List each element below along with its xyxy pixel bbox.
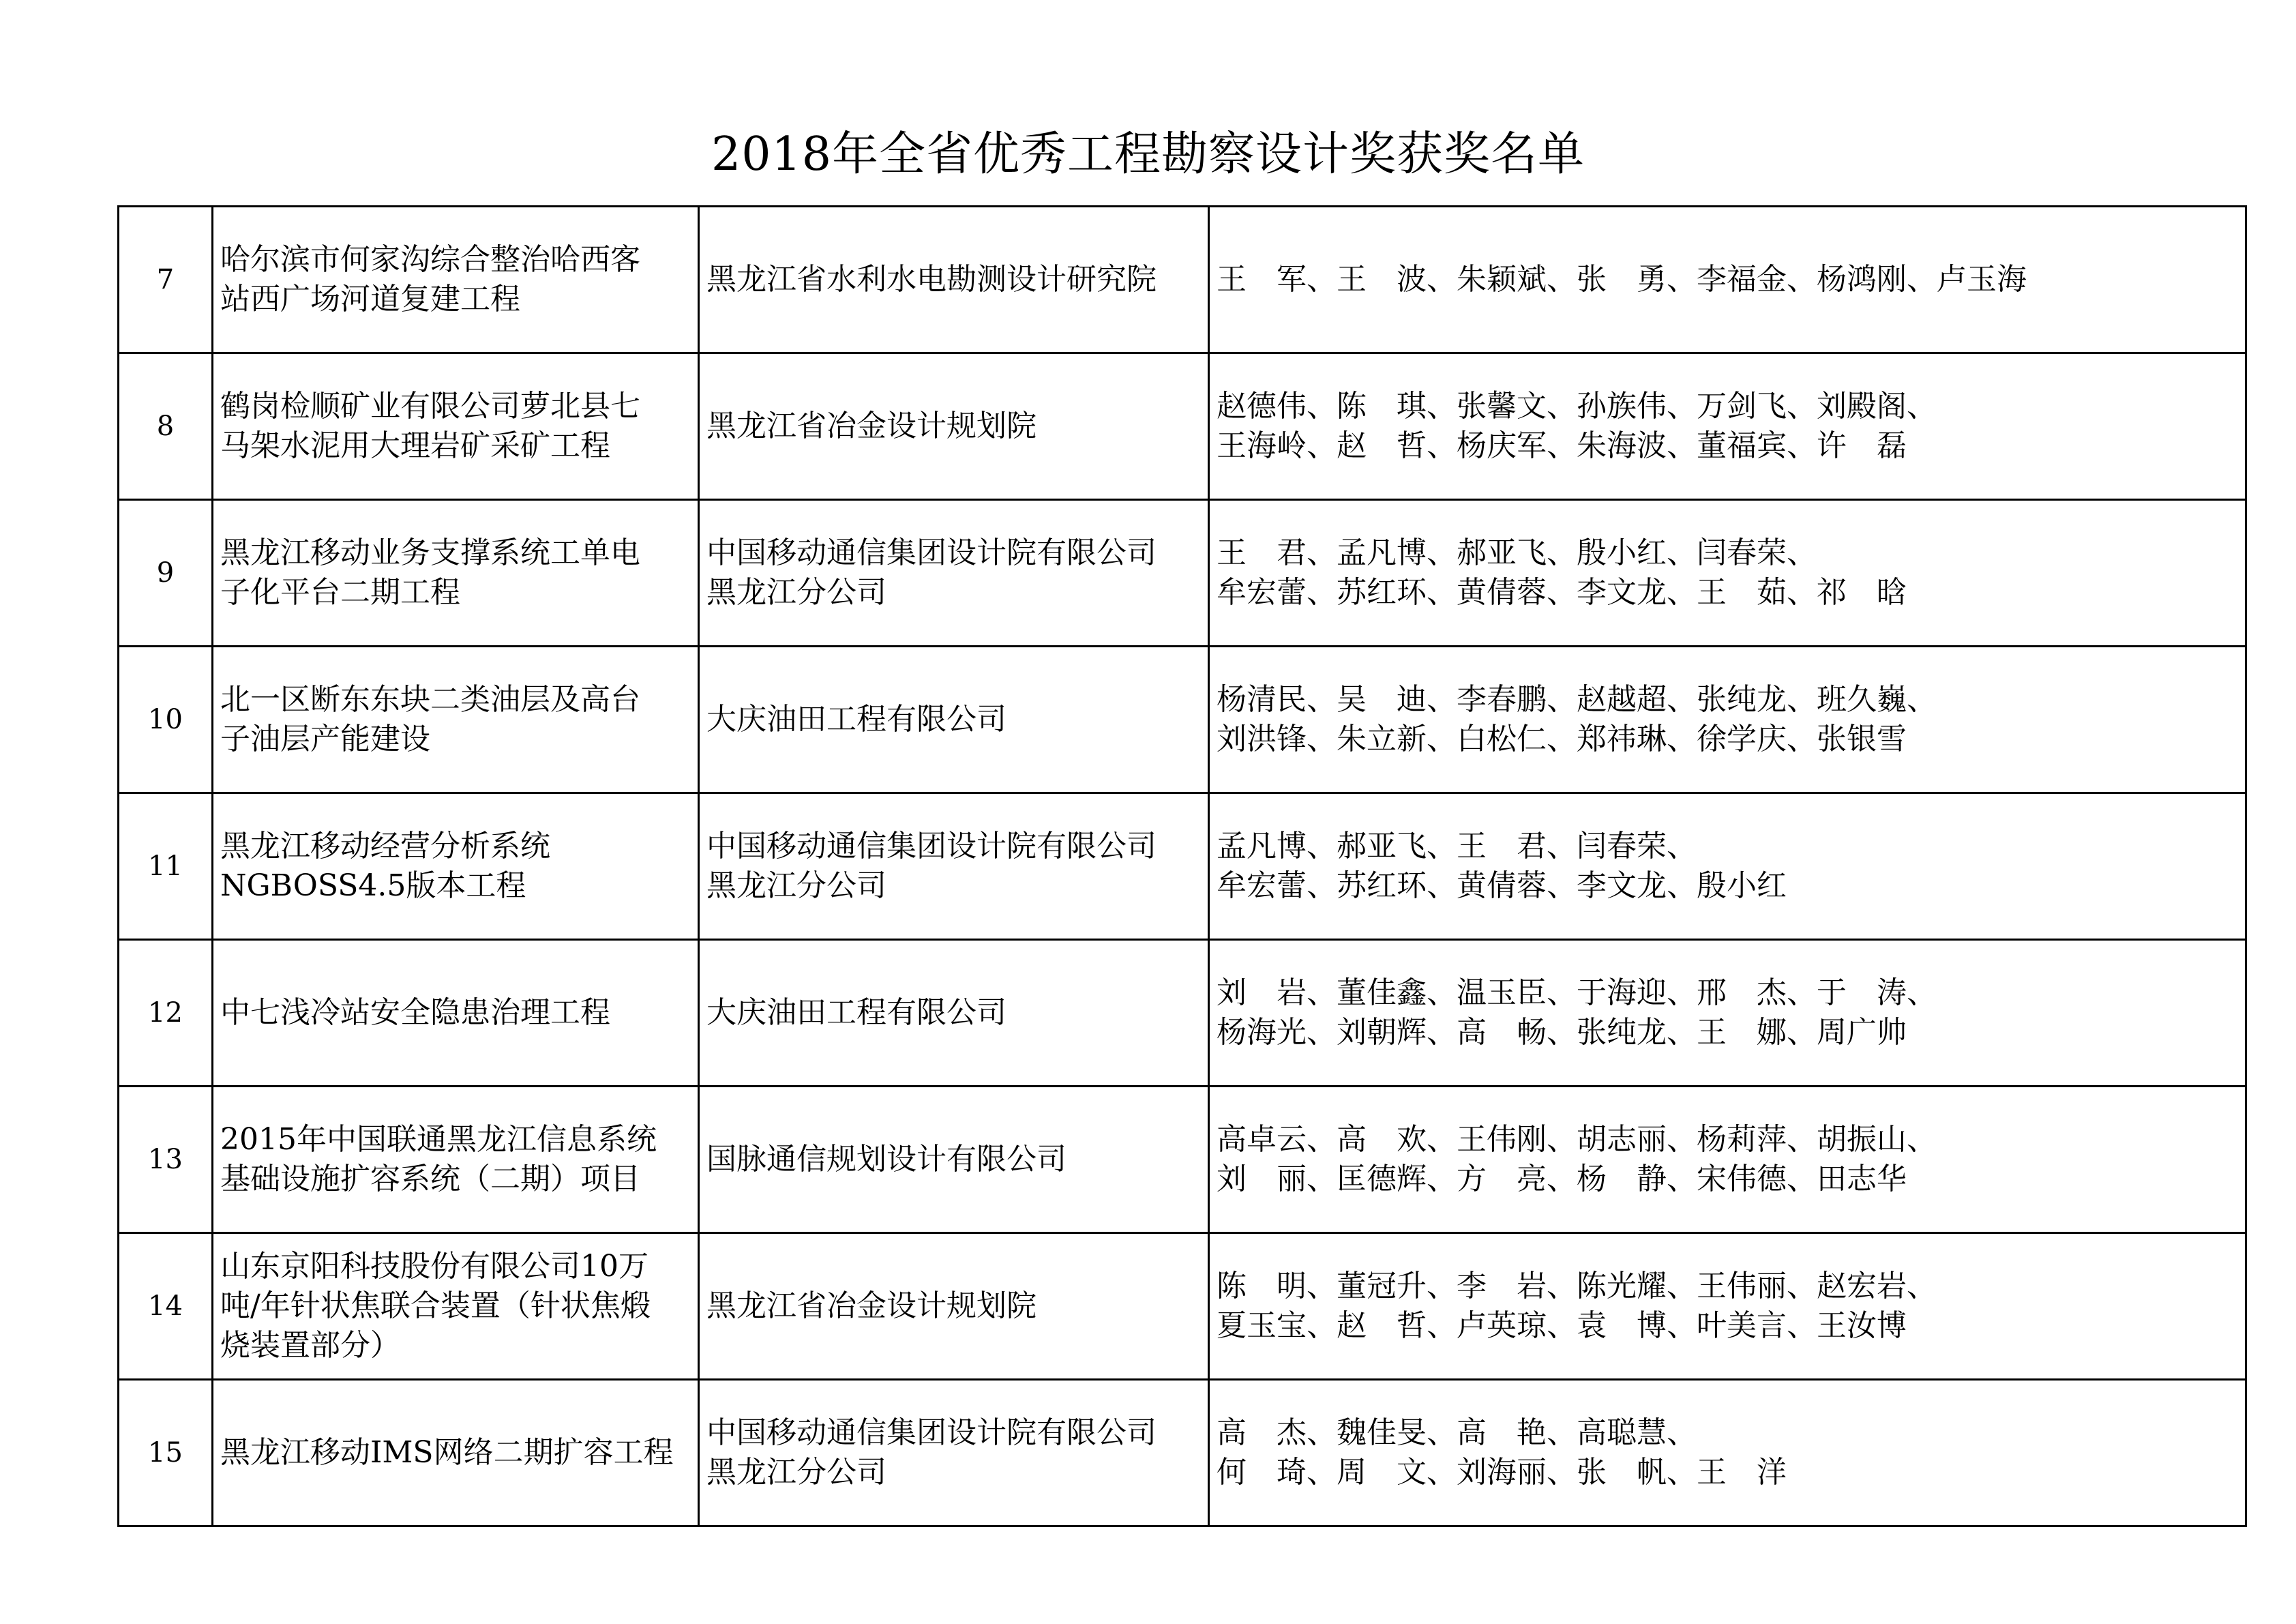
unit-line: 中国移动通信集团设计院有限公司 <box>706 535 1157 570</box>
row-number: 15 <box>119 1380 213 1526</box>
project-line: 烧装置部分） <box>220 1328 400 1363</box>
row-number: 9 <box>119 500 213 647</box>
people-line: 夏玉宝、赵 哲、卢英琼、袁 博、叶美言、王汝博 <box>1217 1308 1907 1343</box>
table-row <box>119 207 2246 353</box>
people-line: 高卓云、高 欢、王伟刚、胡志丽、杨莉萍、胡振山、 <box>1217 1122 1937 1157</box>
project-line: 山东京阳科技股份有限公司10万 <box>220 1249 648 1284</box>
award-people <box>1209 1380 2246 1526</box>
people-line: 何 琦、周 文、刘海丽、张 帆、王 洋 <box>1217 1455 1787 1490</box>
people-line: 王海岭、赵 哲、杨庆军、朱海波、董福宾、许 磊 <box>1217 428 1907 463</box>
project-line: 黑龙江移动业务支撑系统工单电 <box>220 535 640 570</box>
project-name <box>213 207 699 353</box>
project-name <box>213 353 699 500</box>
people-line: 陈 明、董冠升、李 岩、陈光耀、王伟丽、赵宏岩、 <box>1217 1269 1937 1303</box>
project-line: NGBOSS4.5版本工程 <box>220 868 526 903</box>
people-line: 王 君、孟凡博、郝亚飞、殷小红、闫春荣、 <box>1217 535 1817 570</box>
unit-line: 黑龙江分公司 <box>706 575 886 610</box>
project-line: 吨/年针状焦联合装置（针状焦煅 <box>220 1288 651 1323</box>
row-number: 12 <box>119 940 213 1087</box>
unit-line: 中国移动通信集团设计院有限公司 <box>706 829 1157 863</box>
row-number: 10 <box>119 647 213 793</box>
people-line: 杨清民、吴 迪、李春鹏、赵越超、张纯龙、班久巍、 <box>1217 682 1937 717</box>
project-name <box>213 940 699 1087</box>
people-line: 杨海光、刘朝辉、高 畅、张纯龙、王 娜、周广帅 <box>1217 1015 1907 1050</box>
unit-line: 黑龙江分公司 <box>706 1455 886 1490</box>
table-row <box>119 353 2246 500</box>
project-line: 2015年中国联通黑龙江信息系统 <box>220 1122 657 1157</box>
row-number: 11 <box>119 793 213 940</box>
award-people <box>1209 1087 2246 1233</box>
table-row <box>119 793 2246 940</box>
people-line: 王 军、王 波、朱颖斌、张 勇、李福金、杨鸿刚、卢玉海 <box>1217 262 2027 297</box>
people-line: 孟凡博、郝亚飞、王 君、闫春荣、 <box>1217 829 1697 863</box>
people-line: 刘 岩、董佳鑫、温玉臣、于海迎、邢 杰、于 涛、 <box>1217 975 1937 1010</box>
design-unit <box>699 353 1209 500</box>
project-line: 子油层产能建设 <box>220 722 430 756</box>
project-name <box>213 500 699 647</box>
project-line: 马架水泥用大理岩矿采矿工程 <box>220 428 610 463</box>
project-line: 鹤岗检顺矿业有限公司萝北县七 <box>220 389 640 424</box>
page-title: 2018年全省优秀工程勘察设计奖获奖名单 <box>711 128 1585 181</box>
project-line: 北一区断东东块二类油层及高台 <box>220 682 640 717</box>
unit-line: 大庆油田工程有限公司 <box>706 702 1007 737</box>
design-unit <box>699 940 1209 1087</box>
award-people <box>1209 353 2246 500</box>
design-unit <box>699 500 1209 647</box>
project-line: 站西广场河道复建工程 <box>220 282 520 316</box>
unit-line: 黑龙江省水利水电勘测设计研究院 <box>706 262 1157 297</box>
award-people <box>1209 940 2246 1087</box>
table-row <box>119 500 2246 647</box>
award-people <box>1209 500 2246 647</box>
unit-line: 黑龙江省冶金设计规划院 <box>706 1288 1037 1323</box>
table-row <box>119 1233 2246 1380</box>
project-line: 中七浅冷站安全隐患治理工程 <box>220 995 610 1030</box>
design-unit <box>699 1380 1209 1526</box>
project-name <box>213 793 699 940</box>
design-unit <box>699 1087 1209 1233</box>
project-name <box>213 1380 699 1526</box>
design-unit <box>699 1233 1209 1380</box>
project-line: 基础设施扩容系统（二期）项目 <box>220 1162 640 1196</box>
row-number: 7 <box>119 207 213 353</box>
people-line: 牟宏蕾、苏红环、黄倩蓉、李文龙、王 茹、祁 晗 <box>1217 575 1907 610</box>
award-table <box>117 205 2247 1527</box>
people-line: 高 杰、魏佳旻、高 艳、高聪慧、 <box>1217 1415 1697 1450</box>
row-number: 13 <box>119 1087 213 1233</box>
table-row <box>119 1380 2246 1526</box>
table-row <box>119 647 2246 793</box>
design-unit <box>699 647 1209 793</box>
people-line: 赵德伟、陈 琪、张馨文、孙族伟、万剑飞、刘殿阁、 <box>1217 389 1937 424</box>
award-people <box>1209 207 2246 353</box>
people-line: 刘洪锋、朱立新、白松仁、郑祎琳、徐学庆、张银雪 <box>1217 722 1907 756</box>
unit-line: 黑龙江省冶金设计规划院 <box>706 409 1037 443</box>
row-number: 14 <box>119 1233 213 1380</box>
project-line: 哈尔滨市何家沟综合整治哈西客 <box>220 242 640 277</box>
unit-line: 国脉通信规划设计有限公司 <box>706 1142 1067 1177</box>
project-name <box>213 1087 699 1233</box>
unit-line: 大庆油田工程有限公司 <box>706 995 1007 1030</box>
unit-line: 黑龙江分公司 <box>706 868 886 903</box>
people-line: 牟宏蕾、苏红环、黄倩蓉、李文龙、殷小红 <box>1217 868 1787 903</box>
project-name <box>213 647 699 793</box>
table-body <box>119 207 2246 1526</box>
design-unit <box>699 207 1209 353</box>
project-name <box>213 1233 699 1380</box>
project-line: 黑龙江移动IMS网络二期扩容工程 <box>220 1435 674 1470</box>
award-people <box>1209 1233 2246 1380</box>
project-line: 子化平台二期工程 <box>220 575 460 610</box>
table-row <box>119 1087 2246 1233</box>
row-number: 8 <box>119 353 213 500</box>
unit-line: 中国移动通信集团设计院有限公司 <box>706 1415 1157 1450</box>
award-people <box>1209 793 2246 940</box>
people-line: 刘 丽、匡德辉、方 亮、杨 静、宋伟德、田志华 <box>1217 1162 1907 1196</box>
award-people <box>1209 647 2246 793</box>
table-row <box>119 940 2246 1087</box>
design-unit <box>699 793 1209 940</box>
project-line: 黑龙江移动经营分析系统 <box>220 829 550 863</box>
